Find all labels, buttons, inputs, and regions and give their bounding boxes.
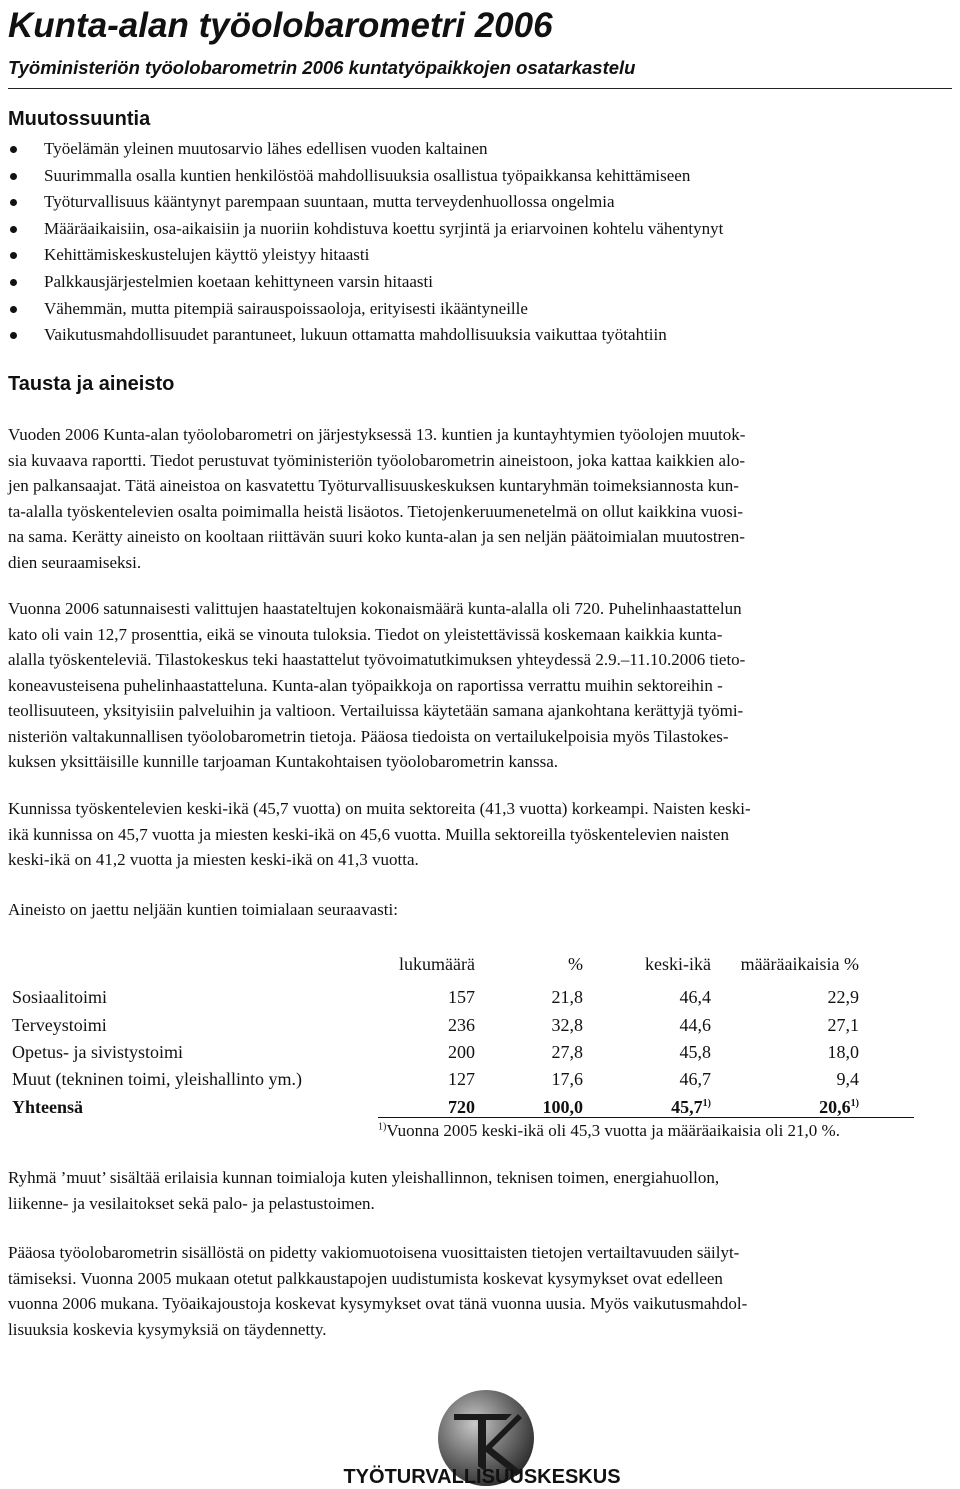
column-header: keski-ikä xyxy=(645,954,711,974)
paragraph-table-intro: Aineisto on jaettu neljään kuntien toimialaan seuraavasti: xyxy=(8,900,398,919)
list-item: Vähemmän, mutta pitempiä sairauspoissaoloja, erityisesti ikääntyneille xyxy=(0,296,960,323)
bullet-icon xyxy=(10,173,17,180)
column-header: lukumäärä xyxy=(399,954,475,974)
bullet-icon xyxy=(10,226,17,233)
bullet-icon xyxy=(10,306,17,313)
table-total-row: Yhteensä 720 100,0 45,7$^{1)}$ 20,6$^{1)}$ xyxy=(12,1096,859,1117)
paragraph-sample: Vuonna 2006 satunnaisesti valittujen haastateltujen kokonaismäärä kunta-alalla oli 720. Puhelinhaastattelun kato oli vain 12,7 prosenttia, eikä se vinouta tuloksia. Tiedot on yleistettävissä koskemaan kaikkia kunta- alalla työskenteleviä. Tilastokeskus teki haastattelut työvoimatutkimuksen yhteydessä 2.9.–11.10.2006 tieto- koneavusteisena puhelinhaastatteluna. Kunta-alan työpaikkoja on raportissa verrattu muihin sektoreihin - teollisuuteen, yksityisiin palveluihin ja valtioon. Vertailuissa käytetään samana ajankohtana kerättyjä työmi- nisteriön valtakunnallisen työolobarometrin tietoja. Pääosa tiedoista on vertailukelpoisia myös Tilastokes- kuksen yksittäisille kunnille tarjoaman Kuntakohtaisen työolobarometrin kanssa. xyxy=(8,599,746,771)
bullet-icon xyxy=(10,332,17,339)
paragraph-content: Pääosa työolobarometrin sisällöstä on pidetty vakiomuotoisena vuosittaisten tietojen vertailtavuuden säilyt- tämiseksi. Vuonna 2005 mukaan otetut palkkaustapojen uudistumista koskevat kysymykset ovat edelleen vuonna 2006 mukana. Työaikajoustoja koskevat kysymykset ovat tänä vuonna uusia. Myös vaikutusmahdol- lisuuksia koskevia kysymyksiä on täydennetty. xyxy=(8,1243,748,1339)
bullet-icon xyxy=(10,279,17,286)
column-header: määräaikaisia % xyxy=(740,954,859,974)
paragraph-age: Kunnissa työskentelevien keski-ikä (45,7 vuotta) on muita sektoreita (41,3 vuotta) korkeampi. Naisten keski- ikä kunnissa on 45,7 vuotta ja miesten keski-ikä on 45,6 vuotta. Muilla sektoreilla työskentelevien naisten keski-ikä on 41,2 vuotta ja miesten keski-ikä on 41,3 vuotta. xyxy=(8,799,751,869)
table-footnote: $^{1)}$Vuonna 2005 keski-ikä oli 45,3 vuotta ja määräaikaisia oli 21,0 %. xyxy=(378,1121,840,1140)
paragraph-intro: Vuoden 2006 Kunta-alan työolobarometri on järjestyksessä 13. kuntien ja kuntayhtymien työolojen muutok- sia kuvaava raportti. Tiedot perustuvat työministeriön työolobarometrin aineistoon, joka kattaa kaikkien alo- jen palkansaajat. Tätä aineistoa on kasvatettu Työturvallisuuskeskuksen kuntaryhmän toimeksiannosta kun- ta-alalla työskentelevien osalta poimimalla heistä lisäotos. Tietojenkeruumenetelmä on ollut kaikkina vuosi- na sama. Kerätty aineisto on kooltaan riittävän suuri koko kunta-alan ja sen neljän päätoimialan muutostren- dien seuraamiseksi. xyxy=(8,425,746,572)
paragraph-others: Ryhmä ’muut’ sisältää erilaisia kunnan toimialoja kuten yleishallinnon, teknisen toimen, energiahuollon, liikenne- ja vesilaitokset sekä palo- ja pelastustoimen. xyxy=(8,1168,720,1213)
table-row: Sosiaalitoimi 157 21,8 46,4 22,9 xyxy=(12,987,859,1008)
footnote-marker: 1) xyxy=(378,1121,387,1133)
list-item: Työturvallisuus kääntynyt parempaan suuntaan, mutta terveydenhuollossa ongelmia xyxy=(0,189,960,216)
sector-table xyxy=(8,938,859,1121)
table-row: Terveystoimi 236 32,8 44,6 27,1 xyxy=(12,1014,859,1035)
trends-heading: Muutossuuntia xyxy=(8,108,151,130)
table-row: Opetus- ja sivistystoimi 200 27,8 45,8 18,0 xyxy=(12,1041,859,1062)
list-item: Määräaikaisiin, osa-aikaisiin ja nuoriin kohdistuva koettu syrjintä ja eriarvoinen kohtelu vähentynyt xyxy=(0,216,960,243)
list-item: Vaikutusmahdollisuudet parantuneet, lukuun ottamatta mahdollisuuksia vaikuttaa työtahtiin xyxy=(0,322,960,349)
title-divider xyxy=(8,88,952,89)
brand-name: TYÖTURVALLISUUSKESKUS xyxy=(343,1466,621,1488)
bullet-icon xyxy=(10,199,17,206)
footnote-marker: 1) xyxy=(702,1097,711,1109)
list-item: Kehittämiskeskustelujen käyttö yleistyy hitaasti xyxy=(0,242,960,269)
table-header-row xyxy=(8,938,859,984)
background-heading: Tausta ja aineisto xyxy=(8,373,175,395)
list-item: Suurimmalla osalla kuntien henkilöstöä mahdollisuuksia osallistua työpaikkansa kehittämiseen xyxy=(0,163,960,190)
list-item: Työelämän yleinen muutosarvio lähes edellisen vuoden kaltainen xyxy=(0,136,960,163)
footnote-marker: 1) xyxy=(850,1097,859,1109)
bullet-icon xyxy=(10,146,17,153)
column-header: % xyxy=(568,954,583,974)
bullet-icon xyxy=(10,252,17,259)
list-item: Palkkausjärjestelmien koetaan kehittyneen varsin hitaasti xyxy=(0,269,960,296)
table-row: Muut (tekninen toimi, yleishallinto ym.) 127 17,6 46,7 9,4 xyxy=(12,1069,859,1090)
trends-list xyxy=(0,136,960,349)
document-title: Kunta-alan työolobarometri 2006 xyxy=(8,6,553,45)
document-subtitle: Työministeriön työolobarometrin 2006 kuntatyöpaikkojen osatarkastelu xyxy=(8,57,636,78)
column-header xyxy=(8,938,387,984)
